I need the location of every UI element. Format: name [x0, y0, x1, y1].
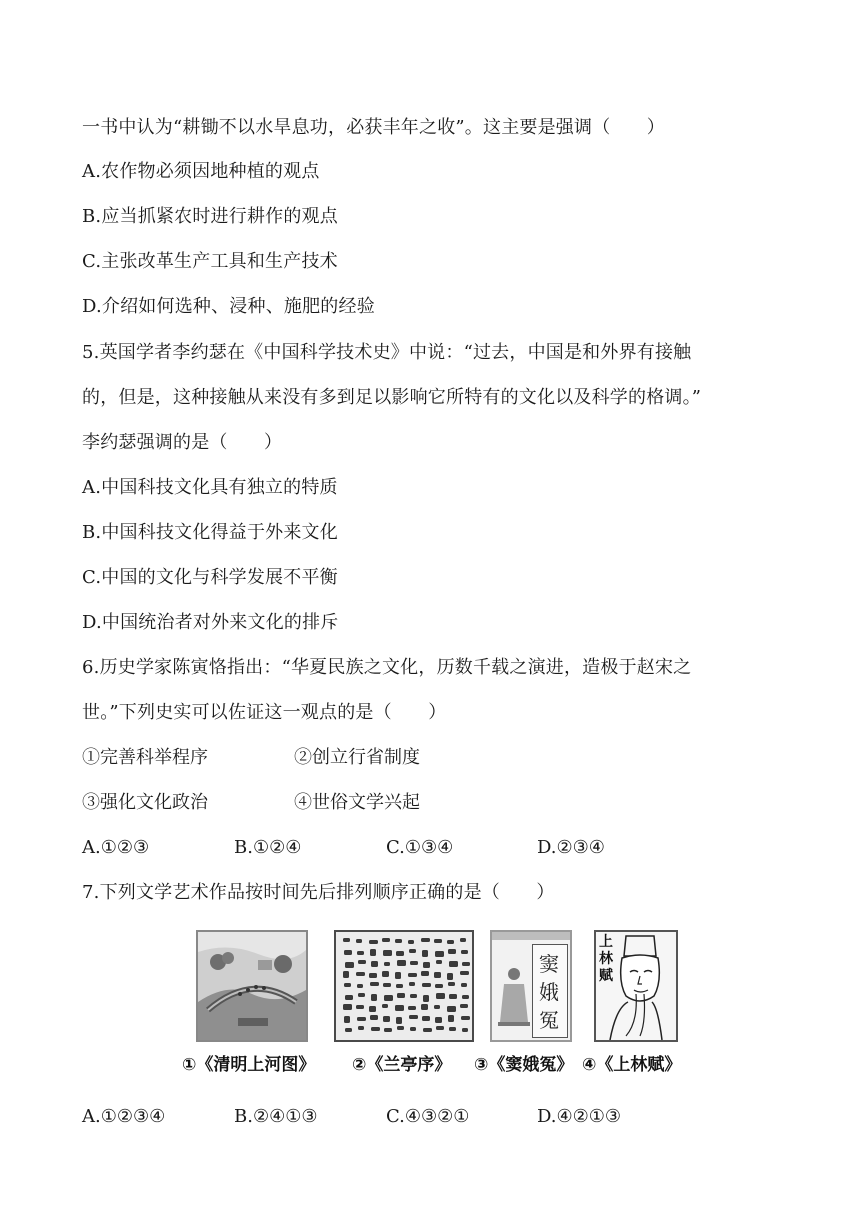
q6-statements-row-2 — [82, 791, 782, 815]
calligraphy-stroke — [436, 993, 445, 999]
calligraphy-stroke — [410, 994, 417, 998]
calligraphy-stroke — [396, 1017, 402, 1024]
question-7-stem: 7.下列文学艺术作品按时间先后排列顺序正确的是（ ） — [82, 882, 555, 903]
q7-options-row — [82, 1105, 782, 1129]
option-b: B.中国科技文化得益于外来文化 — [82, 522, 338, 543]
painting-illustration — [198, 932, 306, 1040]
calligraphy-stroke — [462, 995, 469, 999]
option-d: D.中国统治者对外来文化的排斥 — [82, 612, 339, 633]
q6-option: D.②③④ — [537, 837, 605, 858]
calligraphy-stroke — [462, 1028, 468, 1032]
portrait-label: 上林赋 — [599, 934, 613, 984]
option-a: A.农作物必须因地种植的观点 — [82, 161, 320, 182]
artwork-figure — [0, 930, 860, 1080]
portrait-illustration — [596, 932, 676, 1040]
calligraphy-stroke — [357, 1017, 366, 1021]
calligraphy-stroke — [369, 1006, 376, 1012]
q7-option: C.④③②① — [386, 1106, 470, 1127]
calligraphy-stroke — [356, 1005, 364, 1009]
question-5-stem: 李约瑟强调的是（ ） — [82, 432, 283, 453]
calligraphy-stroke — [384, 1028, 392, 1032]
calligraphy-stroke — [395, 939, 402, 943]
calligraphy-stroke — [460, 1004, 468, 1008]
lantingxu-calligraphy-image — [334, 930, 474, 1042]
calligraphy-stroke — [345, 1028, 352, 1032]
calligraphy-stroke — [371, 1027, 380, 1031]
q6-statement: ②创立行省制度 — [294, 747, 420, 768]
calligraphy-stroke — [397, 960, 406, 966]
calligraphy-stroke — [343, 1004, 352, 1010]
calligraphy-stroke — [421, 1004, 428, 1010]
calligraphy-stroke — [449, 994, 457, 999]
calligraphy-stroke — [462, 962, 470, 966]
calligraphy-stroke — [408, 1006, 416, 1010]
q7-option: B.②④①③ — [234, 1106, 318, 1127]
calligraphy-stroke — [461, 950, 468, 954]
caption-dou-e: ③《窦娥冤》 — [474, 1055, 574, 1075]
calligraphy-stroke — [383, 950, 392, 956]
q6-statements-row-1 — [82, 746, 782, 770]
q6-options-row — [82, 836, 782, 860]
calligraphy-stroke — [358, 960, 366, 964]
calligraphy-stroke — [436, 960, 442, 964]
calligraphy-stroke — [447, 940, 454, 944]
calligraphy-illustration — [336, 932, 472, 1040]
calligraphy-stroke — [434, 972, 441, 978]
calligraphy-stroke — [460, 971, 469, 975]
calligraphy-stroke — [409, 1015, 418, 1019]
option-c: C.主张改革生产工具和生产技术 — [82, 251, 338, 272]
calligraphy-stroke — [449, 961, 458, 967]
calligraphy-stroke — [448, 949, 456, 954]
calligraphy-stroke — [382, 1004, 388, 1008]
calligraphy-stroke — [408, 940, 414, 944]
calligraphy-stroke — [358, 1026, 364, 1030]
calligraphy-stroke — [384, 962, 390, 966]
caption-shanglinfu: ④《上林赋》 — [582, 1055, 682, 1075]
calligraphy-stroke — [410, 961, 418, 965]
calligraphy-stroke — [447, 1006, 456, 1012]
calligraphy-stroke — [423, 1028, 432, 1032]
calligraphy-stroke — [358, 993, 365, 997]
q6-option: A.①②③ — [82, 837, 150, 858]
calligraphy-stroke — [408, 973, 417, 977]
calligraphy-stroke — [344, 983, 351, 987]
book-cover-title: 窦娥冤 — [539, 952, 559, 1032]
shanglinfu-portrait-image — [594, 930, 678, 1042]
q6-option: B.①②④ — [234, 837, 302, 858]
calligraphy-stroke — [371, 961, 378, 967]
calligraphy-stroke — [409, 949, 416, 953]
q6-statement: ③强化文化政治 — [82, 792, 208, 813]
calligraphy-stroke — [422, 950, 428, 957]
question-6-stem: 世。”下列史实可以佐证这一观点的是（ ） — [82, 702, 447, 723]
calligraphy-stroke — [371, 994, 377, 1001]
calligraphy-stroke — [409, 982, 415, 986]
option-b: B.应当抓紧农时进行耕作的观点 — [82, 206, 338, 227]
calligraphy-stroke — [344, 950, 352, 955]
calligraphy-stroke — [383, 983, 391, 987]
calligraphy-stroke — [395, 1005, 404, 1011]
book-figure-illustration — [496, 962, 532, 1032]
calligraphy-stroke — [345, 995, 353, 1000]
q6-option: C.①③④ — [386, 837, 454, 858]
calligraphy-stroke — [422, 1016, 430, 1021]
option-a: A.中国科技文化具有独立的特质 — [82, 477, 338, 498]
calligraphy-stroke — [383, 1016, 390, 1022]
calligraphy-stroke — [343, 938, 350, 942]
calligraphy-stroke — [436, 1026, 444, 1030]
calligraphy-stroke — [396, 951, 404, 956]
calligraphy-stroke — [370, 982, 379, 986]
calligraphy-stroke — [422, 983, 431, 987]
calligraphy-stroke — [448, 1015, 454, 1022]
question-5-stem: 5.英国学者李约瑟在《中国科学技术史》中说：“过去，中国是和外界有接触 — [82, 342, 692, 363]
calligraphy-stroke — [382, 938, 390, 942]
q6-statement: ④世俗文学兴起 — [294, 792, 420, 813]
calligraphy-stroke — [369, 973, 377, 978]
calligraphy-stroke — [396, 984, 403, 988]
calligraphy-stroke — [397, 993, 405, 998]
calligraphy-stroke — [434, 939, 442, 943]
calligraphy-stroke — [356, 972, 365, 976]
calligraphy-stroke — [369, 940, 378, 944]
calligraphy-stroke — [382, 971, 389, 977]
text-line: 一书中认为“耕锄不以水旱息功，必获丰年之收”。这主要是强调（ ） — [82, 117, 666, 138]
calligraphy-stroke — [397, 1026, 404, 1030]
calligraphy-stroke — [461, 1016, 470, 1020]
question-5-stem: 的，但是，这种接触从来没有多到足以影响它所特有的文化以及科学的格调。” — [82, 387, 702, 408]
option-c: C.中国的文化与科学发展不平衡 — [82, 567, 338, 588]
calligraphy-stroke — [345, 962, 354, 968]
calligraphy-stroke — [449, 1027, 456, 1031]
caption-lantingxu: ②《兰亭序》 — [352, 1055, 452, 1075]
calligraphy-stroke — [460, 938, 466, 942]
option-d: D.介绍如何选种、浸种、施肥的经验 — [82, 296, 375, 317]
calligraphy-stroke — [447, 973, 453, 980]
calligraphy-stroke — [435, 984, 443, 988]
question-6-stem: 6.历史学家陈寅恪指出：“华夏民族之文化，历数千载之演进，造极于赵宋之 — [82, 657, 692, 678]
qingming-painting-image — [196, 930, 308, 1042]
calligraphy-stroke — [423, 995, 429, 1002]
calligraphy-stroke — [461, 983, 467, 987]
dou-e-book-cover-image — [490, 930, 572, 1042]
calligraphy-stroke — [435, 1017, 442, 1023]
calligraphy-stroke — [357, 951, 364, 955]
calligraphy-stroke — [343, 971, 349, 978]
q6-statement: ①完善科举程序 — [82, 747, 208, 768]
q7-option: A.①②③④ — [82, 1106, 166, 1127]
calligraphy-stroke — [384, 995, 393, 1001]
caption-qingming: ①《清明上河图》 — [182, 1055, 316, 1075]
q7-option: D.④②①③ — [537, 1106, 622, 1127]
calligraphy-stroke — [344, 1016, 350, 1023]
calligraphy-stroke — [421, 971, 429, 976]
calligraphy-stroke — [410, 1027, 416, 1031]
calligraphy-stroke — [370, 949, 376, 956]
calligraphy-stroke — [423, 962, 430, 968]
calligraphy-stroke — [370, 1015, 378, 1020]
calligraphy-stroke — [421, 938, 430, 942]
calligraphy-stroke — [395, 972, 401, 979]
calligraphy-stroke — [357, 984, 363, 988]
calligraphy-stroke — [435, 951, 444, 957]
calligraphy-stroke — [448, 982, 455, 986]
calligraphy-stroke — [434, 1005, 440, 1009]
calligraphy-stroke — [356, 939, 362, 943]
